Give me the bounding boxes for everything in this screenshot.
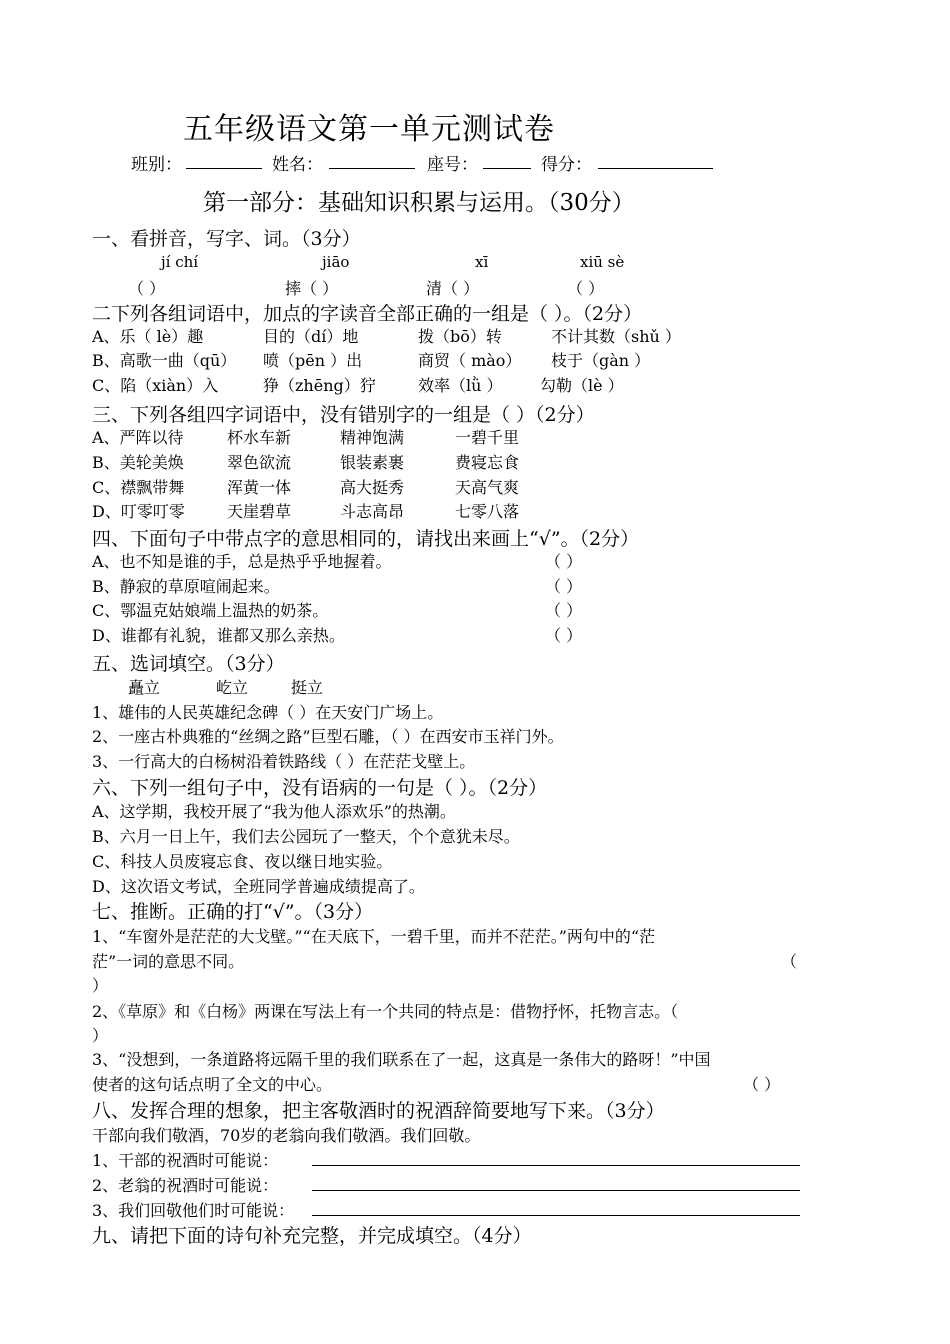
q2-option-b-3: 商贸（ mào） [418, 351, 522, 370]
q5-word-3: 挺立 [291, 678, 324, 697]
class-field[interactable] [186, 168, 262, 169]
q7-item-1-line1: 1、“车窗外是茫茫的大戈壁。”“在天底下，一碧千里，而并不茫茫。”两句中的“茫 [92, 927, 656, 946]
q4-item-b: B、静寂的草原喧闹起来。 [92, 577, 280, 596]
q4-item-d: D、谁都有礼貌，谁都又那么亲热。 [92, 626, 345, 645]
q8-item-3: 3、我们回敬他们时可能说： [92, 1201, 295, 1220]
q7-heading: 七、推断。正确的打“√”。（3分） [92, 901, 374, 923]
q3-option-a-4: 一碧千里 [455, 428, 520, 447]
q2-option-a-2: 目的（dí）地 [263, 327, 359, 346]
q8-answer-line-3[interactable] [312, 1215, 800, 1216]
q3-option-c-3: 高大挺秀 [340, 478, 405, 497]
q5-item-1: 1、雄伟的人民英雄纪念碑（ ）在天安门广场上。 [92, 703, 444, 722]
q4-heading: 四、下面句子中带点字的意思相同的，请找出来画上“√”。（2分） [92, 528, 640, 550]
q7-item-1-line2: 茫”一词的意思不同。 [92, 952, 245, 971]
q4-blank-c[interactable]: （ ） [545, 601, 583, 620]
q2-option-a-3: 拨（bō）转 [418, 327, 502, 346]
q3-option-d-3: 斗志高昂 [340, 502, 405, 521]
q6-item-b: B、六月一日上午，我们去公园玩了一整天，个个意犹未尽。 [92, 827, 520, 846]
page-title: 五年级语文第一单元测试卷 [183, 112, 555, 147]
q5-word-2: 屹立 [216, 678, 249, 697]
q3-option-a-2: 杯水车新 [227, 428, 292, 447]
q3-option-c-4: 天高气爽 [455, 478, 520, 497]
q6-item-a: A、这学期，我校开展了“我为他人添欢乐”的热潮。 [92, 802, 456, 821]
q3-option-c-1: C、襟飘带舞 [92, 478, 185, 497]
q6-item-d: D、这次语文考试，全班同学普遍成绩提高了。 [92, 877, 425, 896]
q4-blank-b[interactable]: （ ） [545, 577, 583, 596]
q6-item-c: C、科技人员废寝忘食、夜以继日地实验。 [92, 852, 393, 871]
seat-field[interactable] [483, 168, 531, 169]
class-label: 班别： [131, 155, 182, 175]
q8-item-1: 1、干部的祝酒时可能说： [92, 1151, 279, 1170]
q1-pinyin-1: jí chí [161, 253, 199, 271]
q2-option-c-1: C、陷（xiàn）入 [92, 376, 219, 395]
q4-blank-d[interactable]: （ ） [545, 626, 583, 645]
q1-blank-1[interactable]: （ ） [128, 279, 166, 298]
q2-option-b-2: 喷（pēn ）出 [263, 351, 363, 370]
q4-item-c: C、鄂温克姑娘端上温热的奶茶。 [92, 601, 329, 620]
q3-option-b-1: B、美轮美焕 [92, 453, 184, 472]
q3-option-d-4: 七零八落 [455, 502, 520, 521]
q7-item-3-line1: 3、“没想到，一条道路将远隔千里的我们联系在了一起，这真是一条伟大的路呀！”中国 [92, 1050, 711, 1069]
q4-blank-a[interactable]: （ ） [545, 552, 583, 571]
name-field[interactable] [329, 168, 415, 169]
q7-blank-3[interactable]: （ ） [743, 1075, 781, 1094]
q2-option-a-4: 不计其数（shǔ ） [551, 327, 681, 346]
q5-item-2: 2、一座古朴典雅的“丝绸之路”巨型石雕，（ ）在西安市玉祥门外。 [92, 727, 564, 746]
q2-option-c-2: 狰（zhēng）狞 [263, 376, 376, 395]
q1-blank-2[interactable]: 摔（ ） [285, 279, 339, 298]
q3-option-b-2: 翠色欲流 [227, 453, 292, 472]
q7-blank-1-close: ） [92, 976, 109, 995]
name-label: 姓名： [272, 155, 323, 175]
q8-heading: 八、发挥合理的想象，把主客敬酒时的祝酒辞简要地写下来。（3分） [92, 1100, 665, 1122]
q9-heading: 九、请把下面的诗句补充完整，并完成填空。（4分） [92, 1225, 532, 1247]
q3-option-a-1: A、严阵以待 [92, 428, 184, 447]
q1-blank-3[interactable]: 清（ ） [426, 279, 480, 298]
q5-item-3: 3、一行高大的白杨树沿着铁路线（ ）在茫茫戈壁上。 [92, 752, 476, 771]
q3-option-b-3: 银装素裹 [340, 453, 405, 472]
q3-option-b-4: 费寝忘食 [455, 453, 520, 472]
q8-intro: 干部向我们敬酒，70岁的老翁向我们敬酒。我们回敬。 [92, 1126, 481, 1145]
q1-blank-4[interactable]: （ ） [567, 279, 605, 298]
q1-pinyin-3: xī [475, 253, 489, 271]
q2-option-b-4: 枝于（gàn ） [551, 351, 651, 370]
q8-item-2: 2、老翁的祝酒时可能说： [92, 1176, 279, 1195]
q4-item-a: A、也不知是谁的手，总是热乎乎地握着。 [92, 552, 392, 571]
q3-option-d-1: D、叮零叮零 [92, 502, 185, 521]
q2-heading: 二下列各组词语中，加点的字读音全部正确的一组是（ ）。（2分） [92, 303, 643, 325]
q2-option-c-3: 效率（lǜ ） [418, 376, 503, 395]
q2-option-c-4: 勾勒（lè ） [540, 376, 624, 395]
q6-heading: 六、下列一组句子中，没有语病的一句是（ ）。（2分） [92, 777, 548, 799]
q7-item-3-line2: 使者的这句话点明了全文的中心。 [92, 1075, 333, 1094]
q7-item-2-line1: 2、《草原》和《白杨》两课在写法上有一个共同的特点是：借物抒怀，托物言志。（ [92, 1002, 679, 1021]
q3-option-c-2: 浑黄一体 [227, 478, 292, 497]
score-label: 得分： [541, 155, 592, 175]
q3-heading: 三、下列各组四字词语中，没有错别字的一组是（ ）（2分） [92, 404, 595, 426]
q5-heading: 五、选词填空。（3分） [92, 653, 285, 675]
seat-label: 座号： [427, 155, 478, 175]
score-field[interactable] [598, 168, 713, 169]
q3-option-a-3: 精神饱满 [340, 428, 405, 447]
q5-word-1: 矗立 [128, 678, 161, 697]
q8-answer-line-2[interactable] [312, 1190, 800, 1191]
q7-blank-2-close: ） [92, 1026, 109, 1045]
q1-pinyin-2: jiāo [322, 253, 350, 271]
q7-blank-1-open[interactable]: （ [781, 952, 798, 971]
q3-option-d-2: 天崖碧草 [227, 502, 292, 521]
part-one-heading: 第一部分：基础知识积累与运用。（30分） [203, 190, 635, 216]
q8-answer-line-1[interactable] [312, 1165, 800, 1166]
q1-heading: 一、看拼音，写字、词。（3分） [92, 228, 361, 250]
q1-pinyin-4: xiū sè [580, 253, 625, 271]
q2-option-b-1: B、高歌一曲（qū） [92, 351, 237, 370]
q2-option-a-1: A、乐（ lè）趣 [92, 327, 204, 346]
